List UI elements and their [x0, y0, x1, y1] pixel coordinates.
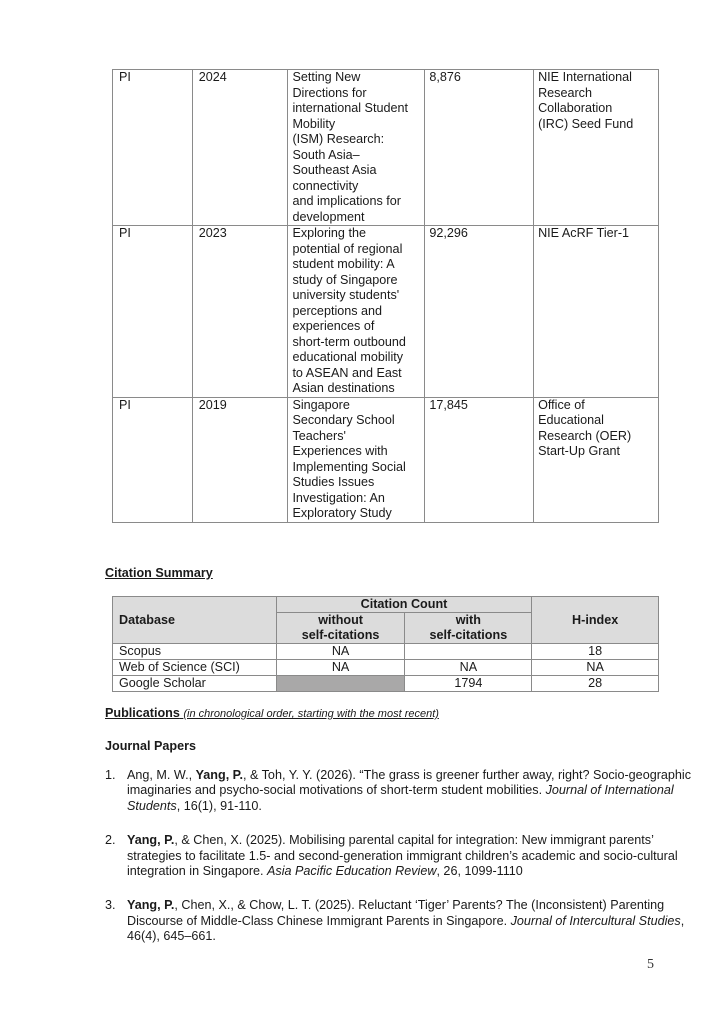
- grant-amount: 8,876: [425, 70, 534, 226]
- grant-title-line: Exploratory Study: [292, 506, 392, 520]
- grant-row: [113, 397, 659, 522]
- grant-title-line: Setting New: [292, 70, 361, 84]
- publication-volume-pages: , 46(4), 645–661.: [127, 913, 685, 944]
- grant-row: [113, 70, 659, 226]
- grant-role: PI: [113, 226, 193, 398]
- grant-year: 2024: [192, 70, 288, 226]
- cell-h-index: 28: [532, 676, 659, 692]
- grant-title-line: to ASEAN and East: [292, 365, 402, 380]
- grant-title-line: Secondary School: [292, 413, 395, 427]
- publication-highlight-author: Yang, P.: [195, 768, 243, 782]
- journal-papers-list: [105, 768, 695, 945]
- grant-year: 2023: [192, 226, 288, 398]
- publication-item: [105, 898, 695, 944]
- grant-funder: [534, 397, 659, 522]
- grant-title: [288, 226, 425, 398]
- publication-item: [105, 768, 695, 814]
- citation-summary-table: [112, 596, 659, 692]
- grant-amount: 92,296: [425, 226, 534, 398]
- table-row: [113, 660, 659, 676]
- grant-title-line: Experiences with: [292, 444, 388, 458]
- header-h-index: H-index: [532, 597, 659, 644]
- publication-journal: Journal of Intercultural Studies: [510, 913, 681, 928]
- cell-without-self-shaded: [276, 676, 405, 692]
- publications-note: (in chronological order, starting with the most recent): [183, 708, 439, 720]
- header-without-line2: self-citations: [301, 628, 380, 642]
- grant-title: [288, 397, 425, 522]
- grant-title-line: Asian destinations: [292, 381, 395, 395]
- grant-title-line: university students': [292, 288, 400, 302]
- grant-title-line: study of Singapore: [292, 272, 398, 287]
- cell-with-self: [405, 644, 532, 660]
- grant-funder-line: Collaboration: [538, 101, 613, 115]
- grant-funder-line: Research: [538, 85, 592, 100]
- grant-title: [288, 70, 425, 226]
- journal-papers-heading: Journal Papers: [105, 739, 196, 753]
- grant-funder-line: Research (OER): [538, 428, 632, 443]
- publication-citation-text: , & Toh, Y. Y. (2026). “The grass is greener further away, right? Socio-geographic imaginaries and psycho-social motivations of short-term student mobilities.: [127, 768, 691, 798]
- grant-row: [113, 226, 659, 398]
- grant-title-line: Southeast Asia: [292, 163, 377, 177]
- citation-summary-heading: Citation Summary: [105, 566, 213, 580]
- grants-table: [112, 69, 659, 523]
- cell-database: Web of Science (SCI): [113, 660, 277, 676]
- header-citation-count: Citation Count: [276, 597, 532, 613]
- cell-database: Scopus: [113, 644, 277, 660]
- publication-item: [105, 833, 695, 879]
- grant-title-line: Exploring the: [292, 226, 366, 240]
- grant-title-line: student mobility: A: [292, 257, 395, 271]
- header-without-self-citations: [276, 613, 405, 644]
- grant-title-line: Teachers': [292, 428, 346, 443]
- grant-funder-line: Start-Up Grant: [538, 444, 620, 458]
- grant-title-line: Mobility: [292, 116, 336, 131]
- publications-title: Publications: [105, 706, 180, 720]
- grant-role: PI: [113, 70, 193, 226]
- publication-number: 1.: [105, 768, 116, 782]
- grant-title-line: and implications for: [292, 194, 401, 208]
- grant-funder-line: (IRC) Seed Fund: [538, 116, 634, 131]
- grant-title-line: potential of regional: [292, 241, 403, 256]
- cell-with-self: 1794: [405, 676, 532, 692]
- grant-title-line: South Asia–: [292, 147, 360, 162]
- grant-title-line: development: [292, 209, 365, 224]
- grant-year: 2019: [192, 397, 288, 522]
- grant-title-line: experiences of: [292, 319, 375, 333]
- grant-title-line: short-term outbound: [292, 334, 406, 349]
- grant-funder: [534, 226, 659, 398]
- publication-number: 2.: [105, 833, 116, 848]
- publications-heading: [105, 706, 439, 722]
- publication-volume-pages: , 26, 1099-1110: [436, 864, 523, 879]
- grant-funder: [534, 70, 659, 226]
- cell-without-self: NA: [276, 644, 405, 660]
- grant-title-line: international Student: [292, 101, 408, 115]
- grant-funder-line: NIE International: [538, 70, 632, 84]
- publication-journal: Asia Pacific Education Review: [267, 864, 437, 879]
- publication-highlight-author: Yang, P.: [127, 833, 175, 848]
- grant-title-line: connectivity: [292, 178, 359, 193]
- header-with-line1: with: [455, 613, 481, 627]
- grant-role: PI: [113, 397, 193, 522]
- grant-amount: 17,845: [425, 397, 534, 522]
- grant-funder-line: Educational: [538, 413, 604, 427]
- cell-h-index: 18: [532, 644, 659, 660]
- publication-citation-text: , & Chen, X. (2025). Mobilising parental capital for integration: New immigrant parents’ strategies to facilitate 1.5- and second-generation immigrant children’s academic and socio-cultural integration in Singapore.: [127, 833, 678, 879]
- grant-title-line: Directions for: [292, 85, 367, 100]
- grant-title-line: educational mobility: [292, 350, 404, 364]
- header-database: Database: [113, 597, 277, 644]
- grant-title-line: Studies Issues: [292, 475, 375, 489]
- publication-volume-pages: , 16(1), 91-110.: [176, 798, 262, 813]
- grant-funder-line: Office of: [538, 397, 585, 412]
- grant-title-line: Singapore: [292, 397, 350, 412]
- publication-authors-pre: Ang, M. W.,: [127, 768, 196, 782]
- cell-without-self: NA: [276, 660, 405, 676]
- header-with-line2: self-citations: [429, 628, 508, 642]
- table-row: [113, 676, 659, 692]
- publication-number: 3.: [105, 898, 116, 913]
- publication-journal: Journal of International Students: [127, 783, 674, 813]
- cell-with-self: NA: [405, 660, 532, 676]
- grant-title-line: (ISM) Research:: [292, 132, 385, 146]
- grant-title-line: Implementing Social: [292, 459, 406, 474]
- page-number: 5: [647, 957, 654, 972]
- publication-highlight-author: Yang, P.: [127, 898, 175, 913]
- grant-title-line: Investigation: An: [292, 490, 385, 505]
- grant-title-line: perceptions and: [292, 303, 383, 318]
- table-row: [113, 644, 659, 660]
- cell-database: Google Scholar: [113, 676, 277, 692]
- header-with-self-citations: [405, 613, 532, 644]
- publication-citation-text: , Chen, X., & Chow, L. T. (2025). Reluctant ‘Tiger’ Parents? The (Inconsistent) Parenting Discourse of Middle-Class Chinese Immigrant Parents in Singapore.: [127, 898, 665, 928]
- header-without-line1: without: [318, 613, 363, 627]
- grant-funder-line: NIE AcRF Tier-1: [538, 226, 630, 240]
- cell-h-index: NA: [532, 660, 659, 676]
